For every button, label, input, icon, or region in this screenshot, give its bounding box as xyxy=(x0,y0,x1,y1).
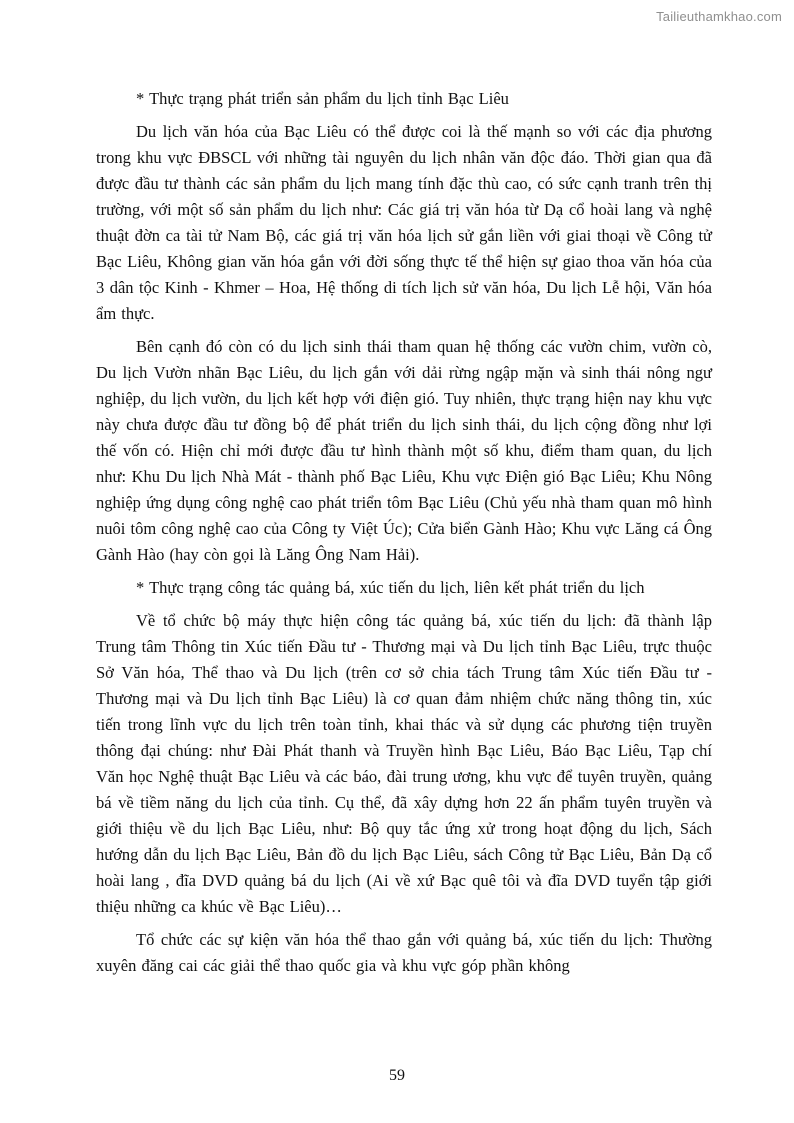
page-number: 59 xyxy=(389,1067,405,1084)
paragraph-heading-1: * Thực trạng phát triển sản phẩm du lịch tỉnh Bạc Liêu xyxy=(136,89,509,108)
document-body xyxy=(96,86,712,986)
paragraph: Về tổ chức bộ máy thực hiện công tác quảng bá, xúc tiến du lịch: đã thành lập Trung tâm Thông tin Xúc tiến Đầu tư - Thương mại và Du lịch tỉnh Bạc Liêu, trực thuộc Sở Văn hóa, Thể thao và Du lịch (trên cơ sở chia tách Trung tâm Xúc tiến Đầu tư - Thương mại và Du lịch tỉnh Bạc Liêu) là cơ quan đảm nhiệm chức năng thông tin, xúc tiến trong lĩnh vực du lịch trên toàn tỉnh, khai thác và sử dụng các phương tiện truyền thông đại chúng: như Đài Phát thanh và Truyền hình Bạc Liêu, Báo Bạc Liêu, Tạp chí Văn học Nghệ thuật Bạc Liêu và các báo, đài trung ương, khu vực để tuyên truyền, quảng bá về tiềm năng du lịch của tỉnh. Cụ thể, đã xây dựng hơn 22 ấn phẩm tuyên truyền và giới thiệu về du lịch Bạc Liêu, như: Bộ quy tắc ứng xử trong hoạt động du lịch, Sách hướng dẫn du lịch Bạc Liêu, Bản đồ du lịch Bạc Liêu, sách Công tử Bạc Liêu, Bản Dạ cổ hoài lang , đĩa DVD quảng bá du lịch (Ai về xứ Bạc quê tôi và đĩa DVD tuyển tập giới thiệu những ca khúc về Bạc Liêu)… xyxy=(96,611,712,916)
paragraph: Tổ chức các sự kiện văn hóa thể thao gắn với quảng bá, xúc tiến du lịch: Thường xuyên đăng cai các giải thể thao quốc gia và khu vực góp phần không xyxy=(96,930,712,975)
watermark-text: Tailieuthamkhao.com xyxy=(656,9,782,24)
paragraph: Du lịch văn hóa của Bạc Liêu có thể được coi là thế mạnh so với các địa phương trong khu vực ĐBSCL với những tài nguyên du lịch nhân văn độc đáo. Thời gian qua đã được đầu tư thành các sản phẩm du lịch mang tính đặc thù cao, có sức cạnh tranh trên thị trường, với một số sản phẩm du lịch như: Các giá trị văn hóa từ Dạ cổ hoài lang và nghệ thuật đờn ca tài tử Nam Bộ, các giá trị văn hóa lịch sử gắn liền với giai thoại về Công tử Bạc Liêu, Không gian văn hóa gắn với đời sống thực tế thể hiện sự giao thoa văn hóa của 3 dân tộc Kinh - Khmer – Hoa, Hệ thống di tích lịch sử văn hóa, Du lịch Lễ hội, Văn hóa ẩm thực. xyxy=(96,122,712,323)
paragraph: Bên cạnh đó còn có du lịch sinh thái tham quan hệ thống các vườn chim, vườn cò, Du lịch Vườn nhãn Bạc Liêu, du lịch gắn với dải rừng ngập mặn và sinh thái nông ngư nghiệp, du lịch vườn, du lịch kết hợp với điện gió. Tuy nhiên, thực trạng hiện nay khu vực này chưa được đầu tư đồng bộ để phát triển du lịch sinh thái, du lịch cộng đồng như lợi thế vốn có. Hiện chỉ mới được đầu tư hình thành một số khu, điểm tham quan, du lịch như: Khu Du lịch Nhà Mát - thành phố Bạc Liêu, Khu vực Điện gió Bạc Liêu; Khu Nông nghiệp ứng dụng công nghệ cao phát triển tôm Bạc Liêu (Chủ yếu nhà tham quan mô hình nuôi tôm công nghệ cao của Công ty Việt Úc); Cửa biển Gành Hào; Khu vực Lăng cá Ông Gành Hào (hay còn gọi là Lăng Ông Nam Hải). xyxy=(96,337,712,564)
paragraph-heading-2: * Thực trạng công tác quảng bá, xúc tiến du lịch, liên kết phát triển du lịch xyxy=(136,578,645,597)
